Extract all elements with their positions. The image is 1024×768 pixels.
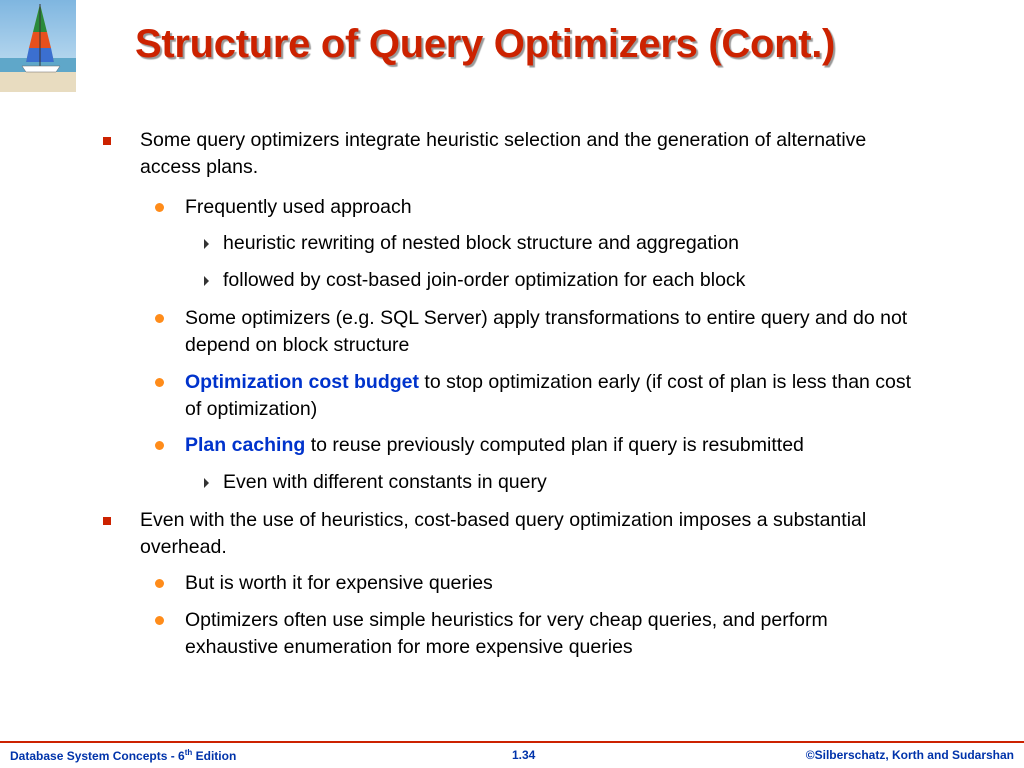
- bullet-item: [140, 507, 920, 560]
- bullet-text: heuristic rewriting of nested block structure and aggregation: [223, 232, 739, 254]
- sub-bullet-item: [185, 570, 925, 597]
- bullet-text: Frequently used approach: [185, 196, 412, 218]
- round-bullet-icon: [155, 441, 164, 450]
- square-bullet-icon: [103, 137, 111, 145]
- bullet-text: Some query optimizers integrate heuristic selection and the generation of alternative access plans.: [140, 129, 867, 178]
- sailboat-logo: [0, 0, 76, 92]
- bullet-text: But is worth it for expensive queries: [185, 572, 493, 594]
- sub-bullet-item: [185, 432, 925, 459]
- bullet-text: Even with different constants in query: [223, 471, 547, 493]
- square-bullet-icon: [103, 517, 111, 525]
- footer-book-title: Database System Concepts - 6th Edition: [10, 748, 237, 763]
- bullet-text: followed by cost-based join-order optimization for each block: [223, 269, 746, 291]
- sub-bullet-item: [185, 194, 925, 221]
- footer-copyright: ©Silberschatz, Korth and Sudarshan: [805, 748, 1014, 762]
- sub-bullet-item: [185, 305, 925, 358]
- slide-footer: [0, 741, 1024, 768]
- triangle-bullet-icon: [204, 239, 209, 249]
- sub-bullet-item: [185, 369, 925, 422]
- round-bullet-icon: [155, 579, 164, 588]
- round-bullet-icon: [155, 616, 164, 625]
- sub-sub-bullet-item: [223, 230, 923, 257]
- round-bullet-icon: [155, 378, 164, 387]
- sub-bullet-item: [185, 607, 925, 660]
- bullet-text: Optimizers often use simple heuristics for very cheap queries, and perform exhaustive enumeration for more expensive queries: [185, 609, 828, 658]
- round-bullet-icon: [155, 203, 164, 212]
- bullet-text: Some optimizers (e.g. SQL Server) apply transformations to entire query and do not depend on block structure: [185, 307, 908, 356]
- triangle-bullet-icon: [204, 478, 209, 488]
- emphasis-term: Optimization cost budget: [185, 371, 419, 393]
- bullet-item: [140, 127, 920, 180]
- bullet-text: to stop optimization early (if cost of plan is less than cost of optimization): [185, 371, 912, 420]
- sub-sub-bullet-item: [223, 267, 923, 294]
- triangle-bullet-icon: [204, 276, 209, 286]
- footer-page-number: 1.34: [512, 748, 536, 762]
- slide-title: Structure of Query Optimizers (Cont.): [135, 22, 836, 66]
- round-bullet-icon: [155, 314, 164, 323]
- bullet-text: Even with the use of heuristics, cost-based query optimization imposes a substantial overhead.: [140, 509, 867, 558]
- emphasis-term: Plan caching: [185, 434, 306, 456]
- bullet-text: to reuse previously computed plan if query is resubmitted: [305, 434, 804, 456]
- sub-sub-bullet-item: [223, 469, 923, 496]
